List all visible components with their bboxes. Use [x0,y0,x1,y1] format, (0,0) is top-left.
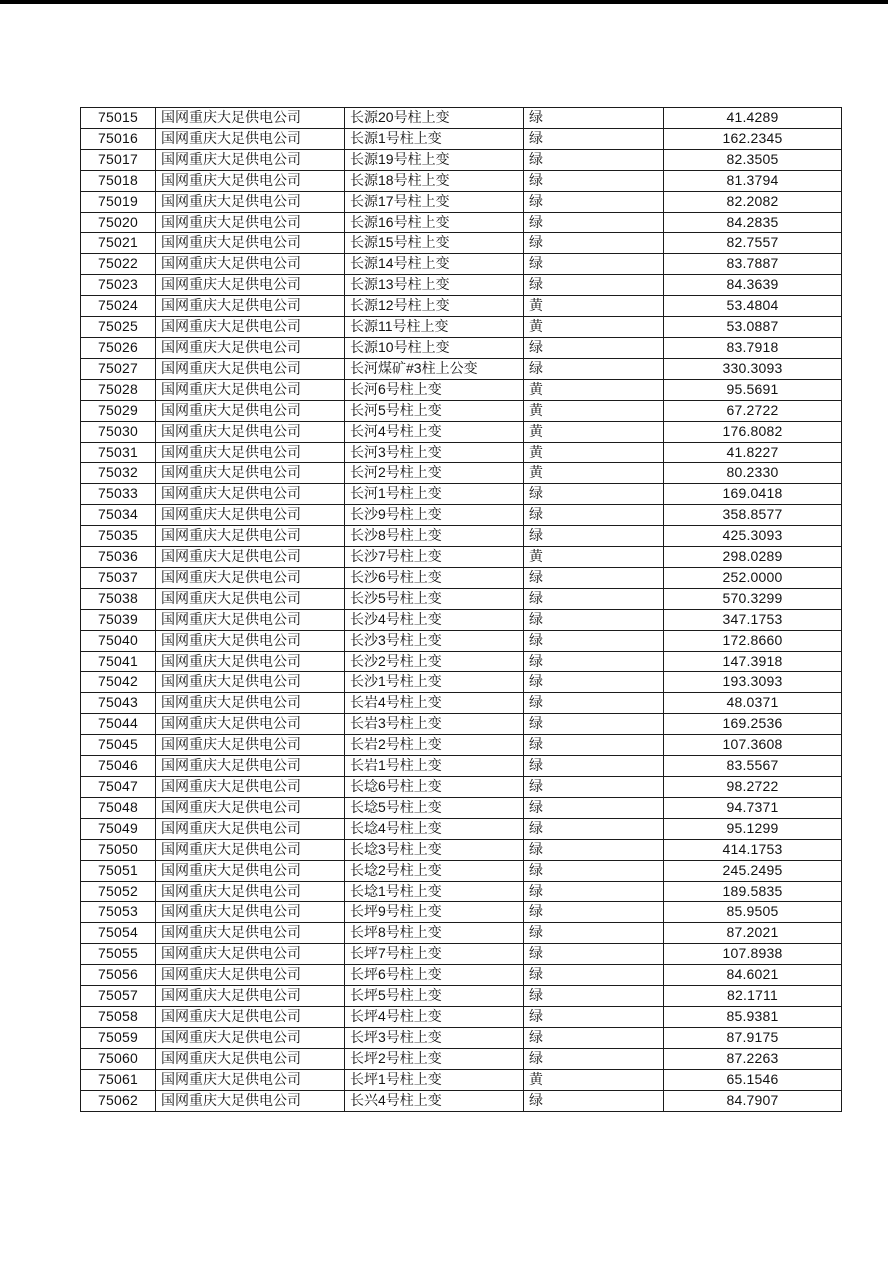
cell-company: 国网重庆大足供电公司 [156,505,345,526]
table-row [81,254,842,275]
cell-company: 国网重庆大足供电公司 [156,672,345,693]
cell-id: 75056 [81,965,156,986]
cell-device: 长埝4号柱上变 [345,818,524,839]
table-row [81,547,842,568]
cell-value: 95.5691 [664,379,842,400]
cell-value: 298.0289 [664,547,842,568]
cell-id: 75027 [81,358,156,379]
cell-company: 国网重庆大足供电公司 [156,379,345,400]
cell-device: 长沙4号柱上变 [345,609,524,630]
cell-device: 长河1号柱上变 [345,484,524,505]
cell-device: 长兴4号柱上变 [345,1090,524,1111]
cell-company: 国网重庆大足供电公司 [156,630,345,651]
cell-status: 绿 [524,149,664,170]
cell-status: 绿 [524,254,664,275]
cell-device: 长坪4号柱上变 [345,1006,524,1027]
cell-status: 绿 [524,526,664,547]
cell-company: 国网重庆大足供电公司 [156,902,345,923]
cell-id: 75048 [81,797,156,818]
table-row [81,1069,842,1090]
table-row [81,358,842,379]
cell-status: 绿 [524,337,664,358]
cell-device: 长源18号柱上变 [345,170,524,191]
table-row [81,693,842,714]
cell-status: 绿 [524,651,664,672]
cell-device: 长源16号柱上变 [345,212,524,233]
cell-status: 绿 [524,630,664,651]
cell-device: 长沙5号柱上变 [345,588,524,609]
cell-id: 75029 [81,400,156,421]
cell-device: 长埝5号柱上变 [345,797,524,818]
cell-value: 95.1299 [664,818,842,839]
cell-value: 245.2495 [664,860,842,881]
cell-company: 国网重庆大足供电公司 [156,839,345,860]
cell-id: 75059 [81,1027,156,1048]
cell-id: 75025 [81,317,156,338]
cell-value: 87.2021 [664,923,842,944]
table-row [81,191,842,212]
table-row [81,923,842,944]
cell-company: 国网重庆大足供电公司 [156,1069,345,1090]
cell-device: 长埝3号柱上变 [345,839,524,860]
cell-device: 长沙7号柱上变 [345,547,524,568]
cell-company: 国网重庆大足供电公司 [156,275,345,296]
cell-company: 国网重庆大足供电公司 [156,170,345,191]
cell-company: 国网重庆大足供电公司 [156,128,345,149]
table-row [81,170,842,191]
cell-device: 长河6号柱上变 [345,379,524,400]
cell-value: 82.7557 [664,233,842,254]
cell-device: 长沙8号柱上变 [345,526,524,547]
cell-device: 长源20号柱上变 [345,108,524,129]
cell-status: 绿 [524,839,664,860]
cell-device: 长埝2号柱上变 [345,860,524,881]
cell-id: 75034 [81,505,156,526]
cell-value: 189.5835 [664,881,842,902]
cell-value: 41.4289 [664,108,842,129]
cell-value: 252.0000 [664,567,842,588]
cell-value: 330.3093 [664,358,842,379]
cell-id: 75055 [81,944,156,965]
cell-value: 83.5567 [664,756,842,777]
cell-device: 长河3号柱上变 [345,442,524,463]
cell-company: 国网重庆大足供电公司 [156,317,345,338]
cell-company: 国网重庆大足供电公司 [156,233,345,254]
cell-status: 绿 [524,275,664,296]
cell-device: 长坪7号柱上变 [345,944,524,965]
cell-device: 长沙1号柱上变 [345,672,524,693]
cell-id: 75026 [81,337,156,358]
cell-status: 绿 [524,128,664,149]
cell-company: 国网重庆大足供电公司 [156,1048,345,1069]
cell-status: 绿 [524,986,664,1007]
cell-id: 75054 [81,923,156,944]
cell-company: 国网重庆大足供电公司 [156,358,345,379]
cell-value: 67.2722 [664,400,842,421]
cell-status: 绿 [524,588,664,609]
cell-company: 国网重庆大足供电公司 [156,212,345,233]
cell-value: 83.7918 [664,337,842,358]
cell-status: 绿 [524,860,664,881]
table-row [81,986,842,1007]
cell-id: 75058 [81,1006,156,1027]
table-row [81,400,842,421]
table-row [81,944,842,965]
cell-id: 75057 [81,986,156,1007]
cell-value: 84.2835 [664,212,842,233]
cell-status: 黄 [524,400,664,421]
table-row [81,317,842,338]
cell-status: 黄 [524,296,664,317]
cell-value: 65.1546 [664,1069,842,1090]
cell-value: 84.6021 [664,965,842,986]
cell-value: 98.2722 [664,777,842,798]
cell-device: 长岩2号柱上变 [345,735,524,756]
cell-value: 176.8082 [664,421,842,442]
cell-id: 75043 [81,693,156,714]
cell-company: 国网重庆大足供电公司 [156,567,345,588]
cell-id: 75046 [81,756,156,777]
cell-id: 75047 [81,777,156,798]
table-row [81,714,842,735]
cell-value: 80.2330 [664,463,842,484]
scan-top-edge-line [0,0,888,4]
cell-status: 绿 [524,358,664,379]
cell-company: 国网重庆大足供电公司 [156,442,345,463]
cell-status: 黄 [524,1069,664,1090]
cell-company: 国网重庆大足供电公司 [156,108,345,129]
cell-id: 75036 [81,547,156,568]
cell-id: 75019 [81,191,156,212]
cell-id: 75044 [81,714,156,735]
table-row [81,128,842,149]
cell-company: 国网重庆大足供电公司 [156,944,345,965]
cell-status: 绿 [524,756,664,777]
table-row [81,149,842,170]
cell-value: 172.8660 [664,630,842,651]
table-row [81,337,842,358]
cell-company: 国网重庆大足供电公司 [156,484,345,505]
cell-company: 国网重庆大足供电公司 [156,651,345,672]
table-row [81,797,842,818]
cell-id: 75060 [81,1048,156,1069]
table-row [81,1090,842,1111]
table-row [81,1006,842,1027]
cell-device: 长埝6号柱上变 [345,777,524,798]
cell-value: 169.2536 [664,714,842,735]
cell-value: 85.9381 [664,1006,842,1027]
cell-company: 国网重庆大足供电公司 [156,860,345,881]
cell-status: 绿 [524,735,664,756]
cell-status: 绿 [524,1090,664,1111]
cell-company: 国网重庆大足供电公司 [156,735,345,756]
cell-company: 国网重庆大足供电公司 [156,986,345,1007]
cell-id: 75028 [81,379,156,400]
cell-value: 53.0887 [664,317,842,338]
cell-device: 长源15号柱上变 [345,233,524,254]
cell-value: 347.1753 [664,609,842,630]
cell-status: 绿 [524,212,664,233]
cell-id: 75049 [81,818,156,839]
cell-device: 长源12号柱上变 [345,296,524,317]
cell-value: 85.9505 [664,902,842,923]
cell-status: 黄 [524,463,664,484]
cell-company: 国网重庆大足供电公司 [156,400,345,421]
cell-id: 75041 [81,651,156,672]
cell-device: 长河煤矿#3柱上公变 [345,358,524,379]
table-row [81,463,842,484]
cell-status: 黄 [524,421,664,442]
cell-id: 75031 [81,442,156,463]
cell-id: 75050 [81,839,156,860]
cell-id: 75045 [81,735,156,756]
cell-device: 长坪6号柱上变 [345,965,524,986]
table-row [81,756,842,777]
cell-company: 国网重庆大足供电公司 [156,588,345,609]
cell-company: 国网重庆大足供电公司 [156,777,345,798]
cell-company: 国网重庆大足供电公司 [156,191,345,212]
table-row [81,651,842,672]
cell-company: 国网重庆大足供电公司 [156,797,345,818]
cell-value: 107.8938 [664,944,842,965]
cell-device: 长河4号柱上变 [345,421,524,442]
cell-value: 147.3918 [664,651,842,672]
cell-id: 75024 [81,296,156,317]
cell-status: 绿 [524,1006,664,1027]
cell-id: 75042 [81,672,156,693]
table-row [81,505,842,526]
table-row [81,567,842,588]
table-row [81,108,842,129]
cell-company: 国网重庆大足供电公司 [156,526,345,547]
cell-status: 黄 [524,317,664,338]
cell-device: 长源13号柱上变 [345,275,524,296]
cell-status: 黄 [524,442,664,463]
cell-device: 长源19号柱上变 [345,149,524,170]
cell-status: 黄 [524,379,664,400]
table-row [81,484,842,505]
cell-value: 570.3299 [664,588,842,609]
cell-device: 长源14号柱上变 [345,254,524,275]
cell-id: 75035 [81,526,156,547]
cell-id: 75023 [81,275,156,296]
cell-status: 绿 [524,818,664,839]
table-row [81,275,842,296]
cell-id: 75039 [81,609,156,630]
cell-company: 国网重庆大足供电公司 [156,1006,345,1027]
cell-value: 84.3639 [664,275,842,296]
cell-company: 国网重庆大足供电公司 [156,609,345,630]
cell-device: 长坪8号柱上变 [345,923,524,944]
cell-company: 国网重庆大足供电公司 [156,1090,345,1111]
cell-status: 绿 [524,672,664,693]
cell-company: 国网重庆大足供电公司 [156,463,345,484]
cell-status: 绿 [524,233,664,254]
cell-company: 国网重庆大足供电公司 [156,693,345,714]
cell-company: 国网重庆大足供电公司 [156,421,345,442]
cell-device: 长沙9号柱上变 [345,505,524,526]
table-row [81,296,842,317]
table-row [81,672,842,693]
table-row [81,212,842,233]
cell-value: 414.1753 [664,839,842,860]
cell-company: 国网重庆大足供电公司 [156,547,345,568]
table-row [81,735,842,756]
cell-device: 长岩4号柱上变 [345,693,524,714]
cell-company: 国网重庆大足供电公司 [156,254,345,275]
cell-device: 长坪3号柱上变 [345,1027,524,1048]
cell-device: 长岩3号柱上变 [345,714,524,735]
cell-value: 82.1711 [664,986,842,1007]
cell-status: 绿 [524,108,664,129]
cell-status: 绿 [524,505,664,526]
cell-value: 162.2345 [664,128,842,149]
cell-device: 长源10号柱上变 [345,337,524,358]
cell-id: 75038 [81,588,156,609]
table-body [81,108,842,1112]
cell-company: 国网重庆大足供电公司 [156,923,345,944]
cell-status: 绿 [524,191,664,212]
cell-value: 193.3093 [664,672,842,693]
cell-value: 107.3608 [664,735,842,756]
table-row [81,902,842,923]
cell-value: 53.4804 [664,296,842,317]
cell-status: 绿 [524,714,664,735]
table-row [81,526,842,547]
cell-status: 黄 [524,547,664,568]
cell-device: 长埝1号柱上变 [345,881,524,902]
cell-company: 国网重庆大足供电公司 [156,818,345,839]
cell-status: 绿 [524,567,664,588]
cell-value: 358.8577 [664,505,842,526]
table-row [81,818,842,839]
cell-value: 169.0418 [664,484,842,505]
cell-status: 绿 [524,777,664,798]
cell-company: 国网重庆大足供电公司 [156,965,345,986]
cell-id: 75032 [81,463,156,484]
cell-status: 绿 [524,881,664,902]
cell-id: 75015 [81,108,156,129]
table-row [81,609,842,630]
cell-device: 长沙6号柱上变 [345,567,524,588]
cell-device: 长河5号柱上变 [345,400,524,421]
cell-device: 长沙2号柱上变 [345,651,524,672]
table-row [81,442,842,463]
table-row [81,630,842,651]
table-row [81,379,842,400]
transformer-data-table [80,107,842,1112]
cell-id: 75030 [81,421,156,442]
cell-id: 75033 [81,484,156,505]
cell-device: 长源1号柱上变 [345,128,524,149]
table-row [81,860,842,881]
cell-id: 75017 [81,149,156,170]
cell-device: 长源11号柱上变 [345,317,524,338]
cell-value: 83.7887 [664,254,842,275]
cell-id: 75018 [81,170,156,191]
cell-value: 87.2263 [664,1048,842,1069]
cell-value: 82.2082 [664,191,842,212]
cell-status: 绿 [524,170,664,191]
cell-id: 75062 [81,1090,156,1111]
cell-value: 425.3093 [664,526,842,547]
table-row [81,588,842,609]
cell-status: 绿 [524,902,664,923]
cell-status: 绿 [524,923,664,944]
cell-device: 长坪9号柱上变 [345,902,524,923]
cell-status: 绿 [524,609,664,630]
cell-id: 75037 [81,567,156,588]
cell-status: 绿 [524,1048,664,1069]
cell-id: 75052 [81,881,156,902]
table-row [81,839,842,860]
cell-id: 75022 [81,254,156,275]
cell-device: 长沙3号柱上变 [345,630,524,651]
cell-id: 75053 [81,902,156,923]
cell-value: 87.9175 [664,1027,842,1048]
table-row [81,777,842,798]
table-row [81,881,842,902]
table-row [81,965,842,986]
cell-company: 国网重庆大足供电公司 [156,714,345,735]
cell-status: 绿 [524,965,664,986]
table-row [81,1048,842,1069]
table-row [81,1027,842,1048]
cell-id: 75016 [81,128,156,149]
cell-value: 48.0371 [664,693,842,714]
cell-device: 长岩1号柱上变 [345,756,524,777]
cell-value: 81.3794 [664,170,842,191]
cell-company: 国网重庆大足供电公司 [156,881,345,902]
cell-value: 84.7907 [664,1090,842,1111]
cell-value: 82.3505 [664,149,842,170]
cell-device: 长坪2号柱上变 [345,1048,524,1069]
cell-id: 75021 [81,233,156,254]
cell-device: 长坪5号柱上变 [345,986,524,1007]
cell-value: 41.8227 [664,442,842,463]
cell-company: 国网重庆大足供电公司 [156,149,345,170]
cell-status: 绿 [524,944,664,965]
cell-device: 长源17号柱上变 [345,191,524,212]
cell-status: 绿 [524,484,664,505]
cell-device: 长河2号柱上变 [345,463,524,484]
cell-status: 绿 [524,693,664,714]
cell-id: 75051 [81,860,156,881]
cell-company: 国网重庆大足供电公司 [156,337,345,358]
cell-device: 长坪1号柱上变 [345,1069,524,1090]
cell-company: 国网重庆大足供电公司 [156,296,345,317]
cell-id: 75061 [81,1069,156,1090]
cell-id: 75040 [81,630,156,651]
cell-value: 94.7371 [664,797,842,818]
cell-status: 绿 [524,797,664,818]
cell-status: 绿 [524,1027,664,1048]
cell-company: 国网重庆大足供电公司 [156,1027,345,1048]
cell-company: 国网重庆大足供电公司 [156,756,345,777]
table-row [81,421,842,442]
table-row [81,233,842,254]
cell-id: 75020 [81,212,156,233]
